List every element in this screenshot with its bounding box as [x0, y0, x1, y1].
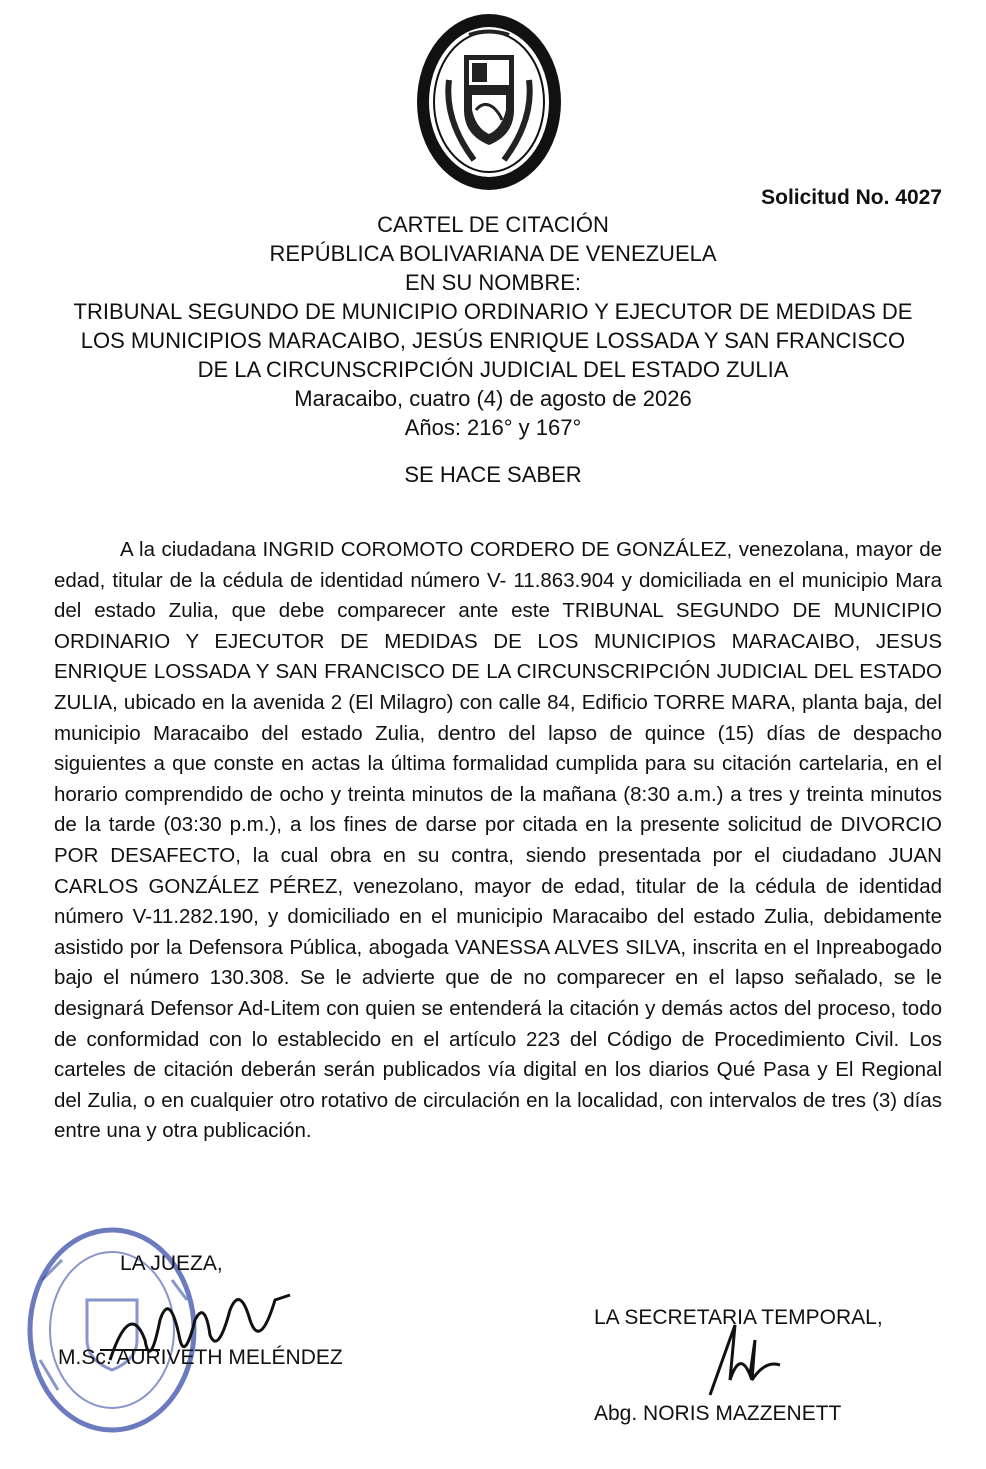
body-paragraph: A la ciudadana INGRID COROMOTO CORDERO DE GONZÁLEZ, venezolana, mayor de edad, titular de la cédula de identidad número V- 11.863.904 y domiciliada en el municipio Mara del estado Zulia, que debe comparecer ante este TRIBUNAL SEGUNDO DE MUNICIPIO ORDINARIO Y EJECUTOR DE MEDIDAS DE LOS MUNICIPIOS MARACAIBO, JESUS ENRIQUE LOSSADA Y SAN FRANCISCO DE LA CIRCUNSCRIPCIÓN JUDICIAL DEL ESTADO ZULIA, ubicado en la avenida 2 (El Milagro) con calle 84, Edificio TORRE MARA, planta baja, del municipio Maracaibo del estado Zulia, dentro del lapso de quince (15) días de despacho siguientes a que conste en actas la última formalidad cumplida para su citación cartelaria, en el horario comprendido de ocho y treinta minutos de la mañana (8:30 a.m.) a tres y treinta minutos de la tarde (03:30 p.m.), a los fines de darse por citada en la presente solicitud de DIVORCIO POR DESAFECTO, la cual obra en su contra, siendo presentada por el ciudadano JUAN CARLOS GONZÁLEZ PÉREZ, venezolano, mayor de edad, titular de la cédula de identidad número V-11.282.190, y domiciliado en el municipio Maracaibo del estado Zulia, debidamente asistido por la Defensora Pública, abogada VANESSA ALVES SILVA, inscrita en el Inpreabogado bajo el número 130.308. Se le advierte que de no comparecer en el lapso señalado, se le designará Defensor Ad-Litem con quien se entenderá la citación y demás actos del proceso, todo de conformidad con lo establecido en el artículo 223 del Código de Procedimiento Civil. Los carteles de citación deberán serán publicados vía digital en los diarios Qué Pasa y El Regional del Zulia, o en cualquier otro rotativo de circulación en la localidad, con intervalos de tres (3) días entre una y otra publicación.: [54, 538, 942, 1143]
secretary-signature-icon: [700, 1320, 790, 1400]
header-court-line-3: DE LA CIRCUNSCRIPCIÓN JUDICIAL DEL ESTADO ZULIA: [197, 357, 789, 382]
header-years: Años: 216° y 167°: [404, 415, 582, 440]
coat-of-arms-seal-icon: [414, 10, 564, 195]
request-number: Solicitud No. 4027: [761, 186, 942, 209]
secretary-title: LA SECRETARIA TEMPORAL,: [594, 1306, 883, 1329]
judge-title: LA JUEZA,: [120, 1252, 223, 1275]
section-heading: SE HACE SABER: [404, 462, 582, 487]
secretary-name: Abg. NORIS MAZZENETT: [594, 1402, 842, 1425]
header-court-line-1: TRIBUNAL SEGUNDO DE MUNICIPIO ORDINARIO Y EJECUTOR DE MEDIDAS DE: [73, 299, 913, 324]
document-header: [40, 210, 946, 442]
header-date: Maracaibo, cuatro (4) de agosto de 2026: [294, 386, 692, 411]
header-court-line-2: LOS MUNICIPIOS MARACAIBO, JESÚS ENRIQUE LOSSADA Y SAN FRANCISCO: [80, 328, 906, 353]
judge-name: M.Sc. AURIVETH MELÉNDEZ: [58, 1346, 343, 1369]
header-republic: REPÚBLICA BOLIVARIANA DE VENEZUELA: [269, 241, 717, 266]
header-title: CARTEL DE CITACIÓN: [377, 212, 609, 237]
header-name: EN SU NOMBRE:: [404, 270, 582, 295]
